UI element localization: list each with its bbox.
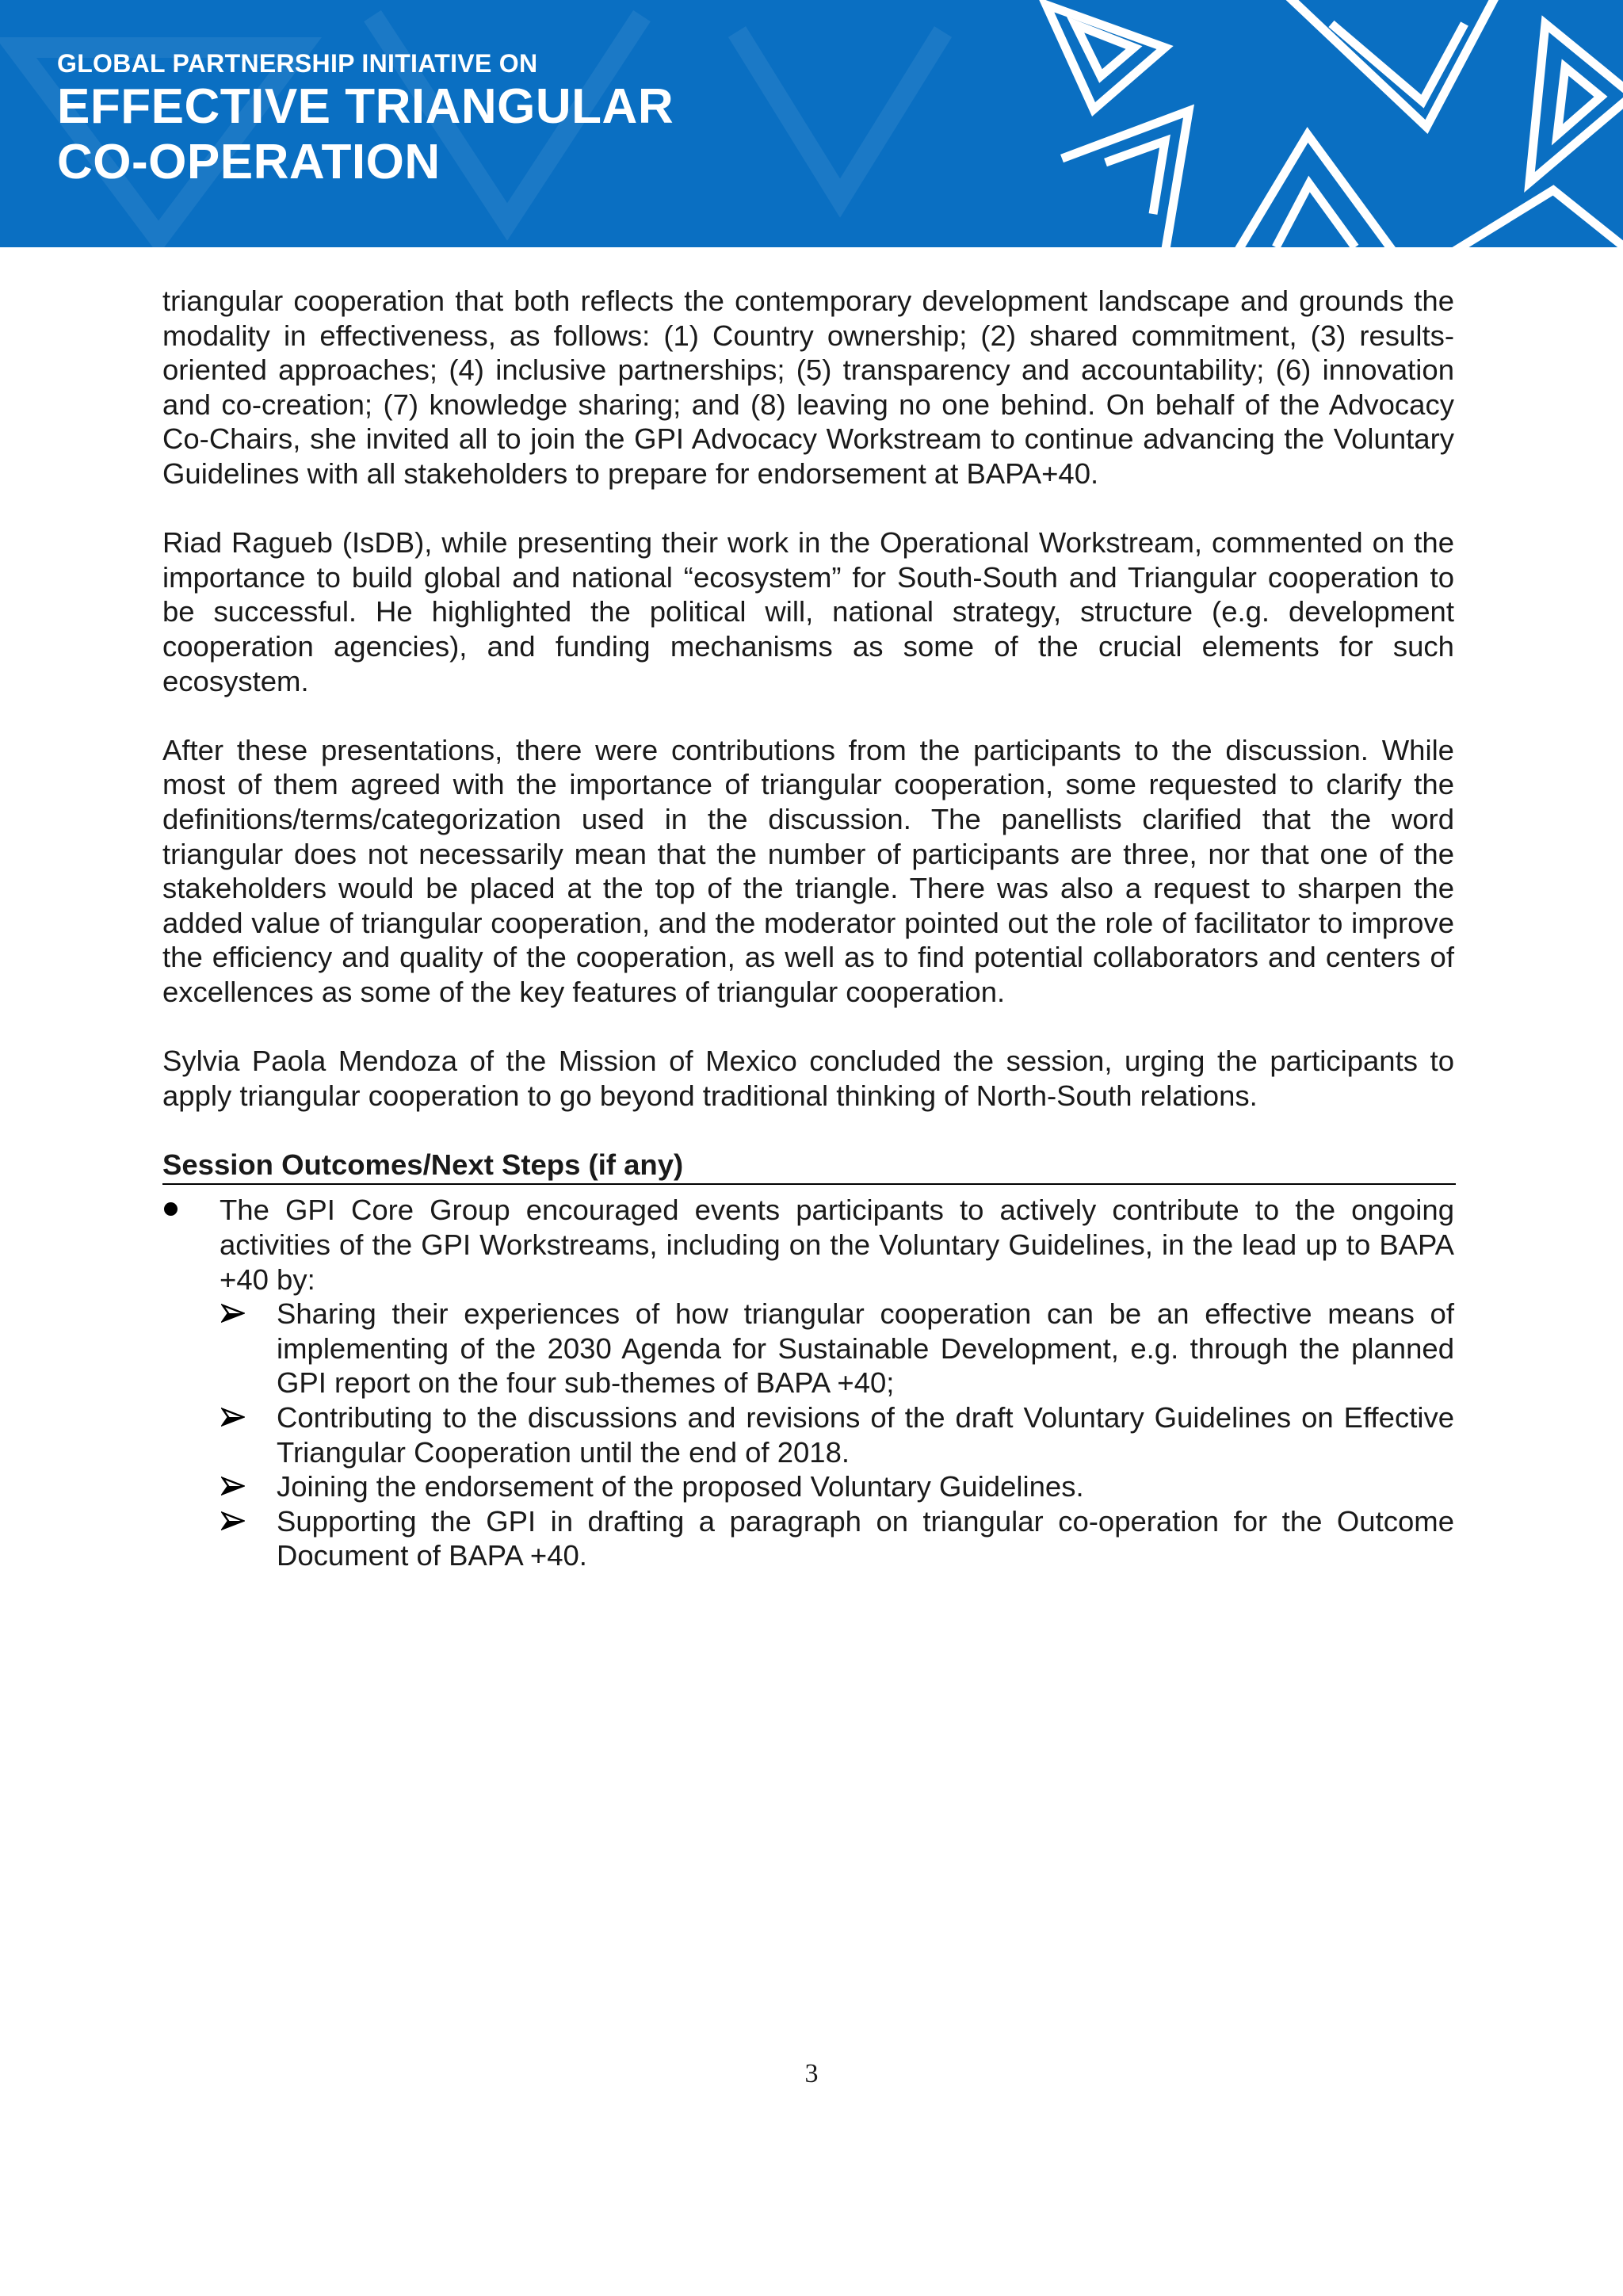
outcome-sub-item <box>220 1504 1454 1573</box>
outcome-sub-item-text: Sharing their experiences of how triangular cooperation can be an effective means of implementing of the 2030 Agenda for Sustainable Development, e.g. through the planned GPI report on the four sub-themes of BAPA +40; <box>277 1297 1454 1400</box>
outcome-sub-item <box>220 1297 1454 1400</box>
bullet-dot-icon <box>164 1202 178 1216</box>
outcome-sub-list <box>220 1297 1454 1573</box>
arrowhead-bullet-icon <box>221 1408 245 1427</box>
outcomes-list <box>162 1193 1454 1573</box>
banner-title <box>57 79 674 190</box>
banner-kicker: GLOBAL PARTNERSHIP INITIATIVE ON <box>57 49 538 78</box>
outcome-sub-item-text: Contributing to the discussions and revisions of the draft Voluntary Guidelines on Effective Triangular Cooperation until the end of 2018. <box>277 1401 1454 1469</box>
outcome-sub-item <box>220 1469 1454 1504</box>
paragraph-3: After these presentations, there were contributions from the participants to the discussion. While most of them agreed with the importance of triangular cooperation, some requested to clarify the definitions/terms/categorization used in the discussion. The panellists clarified that the word triangular does not necessarily mean that the number of participants are three, nor that one of the stakeholders would be placed at the top of the triangle. There was also a request to sharpen the added value of triangular cooperation, and the moderator pointed out the role of facilitator to improve the efficiency and quality of the cooperation, as well as to find potential collaborators and centers of excellences as some of the key features of triangular cooperation. <box>162 733 1454 1008</box>
paragraph-1: triangular cooperation that both reflects the contemporary development landscape and grounds the modality in effectiveness, as follows: (1) Country ownership; (2) shared commitment, (3) results-oriented approaches; (4) inclusive partnerships; (5) transparency and accountability; (6) innovation and co-creation; (7) knowledge sharing; and (8) leaving no one behind. On behalf of the Advocacy Co-Chairs, she invited all to join the GPI Advocacy Workstream to continue advancing the Voluntary Guidelines with all stakeholders to prepare for endorsement at BAPA+40. <box>162 285 1454 490</box>
banner-title-line-1: EFFECTIVE TRIANGULAR <box>57 79 674 134</box>
arrowhead-bullet-icon <box>221 1477 245 1496</box>
page-number: 3 <box>804 2059 819 2088</box>
outcome-bullet <box>162 1193 1454 1573</box>
banner-title-line-2: CO-OPERATION <box>57 135 441 189</box>
header-banner <box>0 0 1623 247</box>
paragraph-2: Riad Ragueb (IsDB), while presenting their work in the Operational Workstream, commented on the importance to build global and national “ecosystem” for South-South and Triangular cooperation to be successful. He highlighted the political will, national strategy, structure (e.g. development cooperation agencies), and funding mechanisms as some of the crucial elements for such ecosystem. <box>162 526 1454 697</box>
paragraph-4: Sylvia Paola Mendoza of the Mission of Mexico concluded the session, urging the participants to apply triangular cooperation to go beyond traditional thinking of North-South relations. <box>162 1045 1454 1112</box>
outcome-bullet-text: The GPI Core Group encouraged events participants to actively contribute to the ongoing activities of the GPI Workstreams, including on the Voluntary Guidelines, in the lead up to BAPA +40 by: <box>220 1194 1454 1296</box>
document-body <box>162 284 1454 1573</box>
arrowhead-bullet-icon <box>221 1511 245 1530</box>
section-heading-outcomes: Session Outcomes/Next Steps (if any) <box>162 1148 1456 1186</box>
arrowhead-bullet-icon <box>221 1304 245 1323</box>
outcome-sub-item-text: Joining the endorsement of the proposed Voluntary Guidelines. <box>277 1470 1084 1503</box>
outcome-sub-item-text: Supporting the GPI in drafting a paragraph on triangular co-operation for the Outcome Document of BAPA +40. <box>277 1504 1454 1572</box>
outcome-sub-item <box>220 1400 1454 1469</box>
